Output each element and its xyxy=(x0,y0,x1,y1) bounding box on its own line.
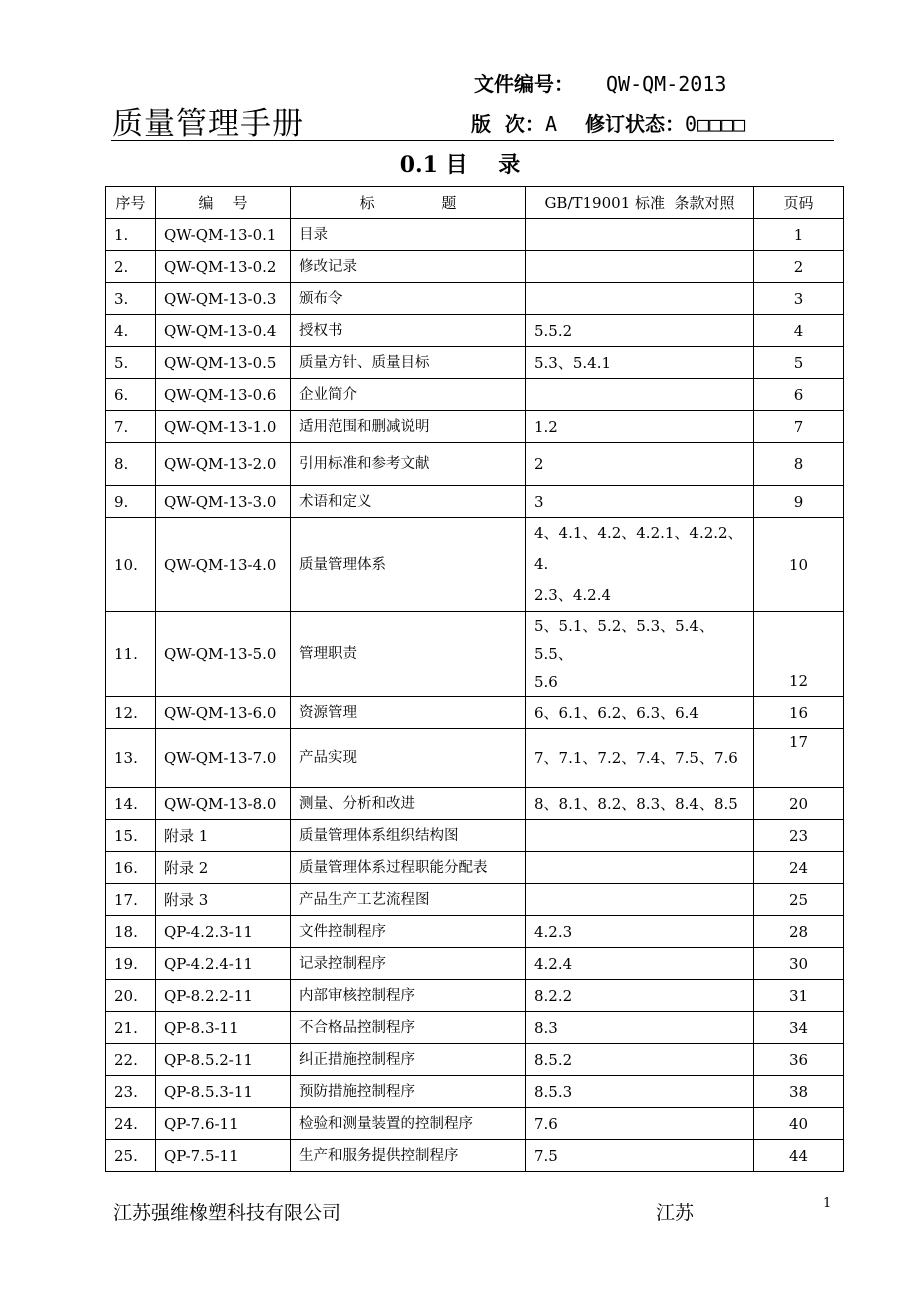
row-title: 质量方针、质量目标 xyxy=(291,347,526,379)
table-row xyxy=(106,219,844,251)
row-clause-line: 5.6 xyxy=(534,673,558,691)
page-number: 1 xyxy=(823,1196,832,1211)
footer-location: 江苏 xyxy=(656,1202,695,1224)
row-clause: 4.2.4 xyxy=(526,948,754,980)
row-code: 附录 2 xyxy=(156,852,291,884)
row-code: QW-QM-13-4.0 xyxy=(156,518,291,612)
row-clause: 7、7.1、7.2、7.4、7.5、7.6 xyxy=(526,729,754,788)
row-clause xyxy=(526,852,754,884)
table-row xyxy=(106,612,844,697)
row-code: QW-QM-13-0.6 xyxy=(156,379,291,411)
row-code: QP-8.5.3-11 xyxy=(156,1076,291,1108)
row-clause: 2 xyxy=(526,443,754,486)
row-title: 质量管理体系 xyxy=(291,518,526,612)
header-divider xyxy=(111,140,834,141)
row-seq: 17. xyxy=(106,884,156,916)
table-row xyxy=(106,315,844,347)
row-clause: 3 xyxy=(526,486,754,518)
row-page: 23 xyxy=(754,820,844,852)
row-code: QW-QM-13-7.0 xyxy=(156,729,291,788)
row-code: QW-QM-13-0.3 xyxy=(156,283,291,315)
document-number-label: 文件编号： xyxy=(474,72,574,96)
table-row xyxy=(106,443,844,486)
row-seq: 21. xyxy=(106,1012,156,1044)
row-clause xyxy=(526,379,754,411)
row-page: 44 xyxy=(754,1140,844,1172)
row-title: 目录 xyxy=(291,219,526,251)
table-row xyxy=(106,884,844,916)
row-clause xyxy=(526,518,754,612)
row-clause xyxy=(526,612,754,697)
row-title: 管理职责 xyxy=(291,612,526,697)
row-seq: 19. xyxy=(106,948,156,980)
row-clause-line: 4、4.1、4.2、4.2.1、4.2.2、4. xyxy=(534,524,743,573)
row-clause xyxy=(526,884,754,916)
table-row xyxy=(106,1140,844,1172)
row-clause: 1.2 xyxy=(526,411,754,443)
row-seq: 18. xyxy=(106,916,156,948)
row-clause xyxy=(526,820,754,852)
row-code: QW-QM-13-2.0 xyxy=(156,443,291,486)
row-page: 6 xyxy=(754,379,844,411)
row-page: 7 xyxy=(754,411,844,443)
row-title: 记录控制程序 xyxy=(291,948,526,980)
revision-value: 0□□□□ xyxy=(684,112,746,136)
row-code: QW-QM-13-5.0 xyxy=(156,612,291,697)
row-code: QW-QM-13-6.0 xyxy=(156,697,291,729)
row-seq: 6. xyxy=(106,379,156,411)
row-title: 检验和测量装置的控制程序 xyxy=(291,1108,526,1140)
version-line xyxy=(471,108,745,137)
row-page: 1 xyxy=(754,219,844,251)
row-page: 30 xyxy=(754,948,844,980)
table-row xyxy=(106,1044,844,1076)
table-row xyxy=(106,486,844,518)
row-page: 8 xyxy=(754,443,844,486)
row-clause: 7.6 xyxy=(526,1108,754,1140)
row-seq: 12. xyxy=(106,697,156,729)
row-page: 28 xyxy=(754,916,844,948)
document-number-value: QW-QM-2013 xyxy=(606,72,727,96)
row-code: QW-QM-13-0.2 xyxy=(156,251,291,283)
row-page: 9 xyxy=(754,486,844,518)
row-title: 产品实现 xyxy=(291,729,526,788)
table-row xyxy=(106,411,844,443)
row-clause: 4.2.3 xyxy=(526,916,754,948)
row-clause-line: 5、5.1、5.2、5.3、5.4、5.5、 xyxy=(534,617,714,663)
row-seq: 10. xyxy=(106,518,156,612)
row-page: 2 xyxy=(754,251,844,283)
col-header-clause: GB/T19001 标准 条款对照 xyxy=(526,187,754,219)
table-row xyxy=(106,347,844,379)
row-page: 31 xyxy=(754,980,844,1012)
row-seq: 20. xyxy=(106,980,156,1012)
row-page: 12 xyxy=(754,612,844,697)
table-row xyxy=(106,379,844,411)
table-row xyxy=(106,820,844,852)
row-title: 质量管理体系过程职能分配表 xyxy=(291,852,526,884)
row-title: 术语和定义 xyxy=(291,486,526,518)
row-code: QP-8.3-11 xyxy=(156,1012,291,1044)
table-header-row xyxy=(106,187,844,219)
row-page: 24 xyxy=(754,852,844,884)
row-page: 20 xyxy=(754,788,844,820)
version-label: 版 次： xyxy=(471,112,545,136)
row-seq: 13. xyxy=(106,729,156,788)
row-page: 36 xyxy=(754,1044,844,1076)
row-seq: 22. xyxy=(106,1044,156,1076)
row-title: 修改记录 xyxy=(291,251,526,283)
row-page: 25 xyxy=(754,884,844,916)
row-title: 不合格品控制程序 xyxy=(291,1012,526,1044)
row-title: 资源管理 xyxy=(291,697,526,729)
row-clause: 8.5.2 xyxy=(526,1044,754,1076)
table-row xyxy=(106,518,844,612)
row-title: 授权书 xyxy=(291,315,526,347)
row-clause: 8.3 xyxy=(526,1012,754,1044)
toc-heading xyxy=(0,148,920,179)
row-seq: 2. xyxy=(106,251,156,283)
row-clause: 5.5.2 xyxy=(526,315,754,347)
row-title: 测量、分析和改进 xyxy=(291,788,526,820)
row-seq: 25. xyxy=(106,1140,156,1172)
row-clause: 8、8.1、8.2、8.3、8.4、8.5 xyxy=(526,788,754,820)
row-seq: 5. xyxy=(106,347,156,379)
table-row xyxy=(106,283,844,315)
row-clause xyxy=(526,251,754,283)
row-title: 预防措施控制程序 xyxy=(291,1076,526,1108)
row-code: 附录 3 xyxy=(156,884,291,916)
row-page: 40 xyxy=(754,1108,844,1140)
revision-label: 修订状态： xyxy=(584,112,685,136)
row-seq: 23. xyxy=(106,1076,156,1108)
row-code: QP-4.2.4-11 xyxy=(156,948,291,980)
toc-heading-number: 0.1 xyxy=(399,152,438,178)
row-clause: 6、6.1、6.2、6.3、6.4 xyxy=(526,697,754,729)
row-page: 34 xyxy=(754,1012,844,1044)
row-title: 引用标准和参考文献 xyxy=(291,443,526,486)
row-clause: 5.3、5.4.1 xyxy=(526,347,754,379)
row-code: 附录 1 xyxy=(156,820,291,852)
row-page: 17 xyxy=(754,729,844,788)
row-seq: 3. xyxy=(106,283,156,315)
toc-table xyxy=(105,186,844,1172)
row-page: 3 xyxy=(754,283,844,315)
row-page: 10 xyxy=(754,518,844,612)
version-value: A xyxy=(544,112,557,136)
table-row xyxy=(106,788,844,820)
table-row xyxy=(106,916,844,948)
row-title: 内部审核控制程序 xyxy=(291,980,526,1012)
table-row xyxy=(106,1012,844,1044)
col-header-title: 标 题 xyxy=(291,187,526,219)
row-title: 质量管理体系组织结构图 xyxy=(291,820,526,852)
table-row xyxy=(106,729,844,788)
row-title: 适用范围和删减说明 xyxy=(291,411,526,443)
footer-company-name: 江苏强维橡塑科技有限公司 xyxy=(113,1202,342,1224)
row-clause xyxy=(526,283,754,315)
table-row xyxy=(106,251,844,283)
row-seq: 15. xyxy=(106,820,156,852)
col-header-code: 编 号 xyxy=(156,187,291,219)
row-code: QP-7.5-11 xyxy=(156,1140,291,1172)
row-seq: 1. xyxy=(106,219,156,251)
row-title: 文件控制程序 xyxy=(291,916,526,948)
row-seq: 8. xyxy=(106,443,156,486)
table-row xyxy=(106,980,844,1012)
table-row xyxy=(106,1108,844,1140)
toc-heading-text: 目 录 xyxy=(445,153,521,178)
row-code: QP-4.2.3-11 xyxy=(156,916,291,948)
row-title: 纠正措施控制程序 xyxy=(291,1044,526,1076)
row-title: 产品生产工艺流程图 xyxy=(291,884,526,916)
row-title: 企业简介 xyxy=(291,379,526,411)
row-clause: 8.2.2 xyxy=(526,980,754,1012)
col-header-seq: 序号 xyxy=(106,187,156,219)
row-seq: 7. xyxy=(106,411,156,443)
row-code: QP-8.2.2-11 xyxy=(156,980,291,1012)
table-row xyxy=(106,948,844,980)
row-clause-line: 2.3、4.2.4 xyxy=(534,586,612,604)
row-seq: 24. xyxy=(106,1108,156,1140)
table-row xyxy=(106,852,844,884)
row-code: QP-8.5.2-11 xyxy=(156,1044,291,1076)
row-seq: 11. xyxy=(106,612,156,697)
document-number xyxy=(474,68,726,97)
row-clause xyxy=(526,219,754,251)
row-code: QW-QM-13-0.1 xyxy=(156,219,291,251)
row-clause: 7.5 xyxy=(526,1140,754,1172)
table-row xyxy=(106,1076,844,1108)
row-title: 颁布令 xyxy=(291,283,526,315)
row-clause: 8.5.3 xyxy=(526,1076,754,1108)
row-code: QW-QM-13-0.4 xyxy=(156,315,291,347)
row-code: QW-QM-13-1.0 xyxy=(156,411,291,443)
row-page: 5 xyxy=(754,347,844,379)
row-page: 38 xyxy=(754,1076,844,1108)
row-page: 16 xyxy=(754,697,844,729)
manual-title: 质量管理手册 xyxy=(112,106,304,142)
row-seq: 14. xyxy=(106,788,156,820)
row-code: QP-7.6-11 xyxy=(156,1108,291,1140)
row-code: QW-QM-13-3.0 xyxy=(156,486,291,518)
table-row xyxy=(106,697,844,729)
row-seq: 9. xyxy=(106,486,156,518)
row-code: QW-QM-13-0.5 xyxy=(156,347,291,379)
row-code: QW-QM-13-8.0 xyxy=(156,788,291,820)
row-seq: 16. xyxy=(106,852,156,884)
row-page: 4 xyxy=(754,315,844,347)
row-title: 生产和服务提供控制程序 xyxy=(291,1140,526,1172)
row-seq: 4. xyxy=(106,315,156,347)
col-header-page: 页码 xyxy=(754,187,844,219)
